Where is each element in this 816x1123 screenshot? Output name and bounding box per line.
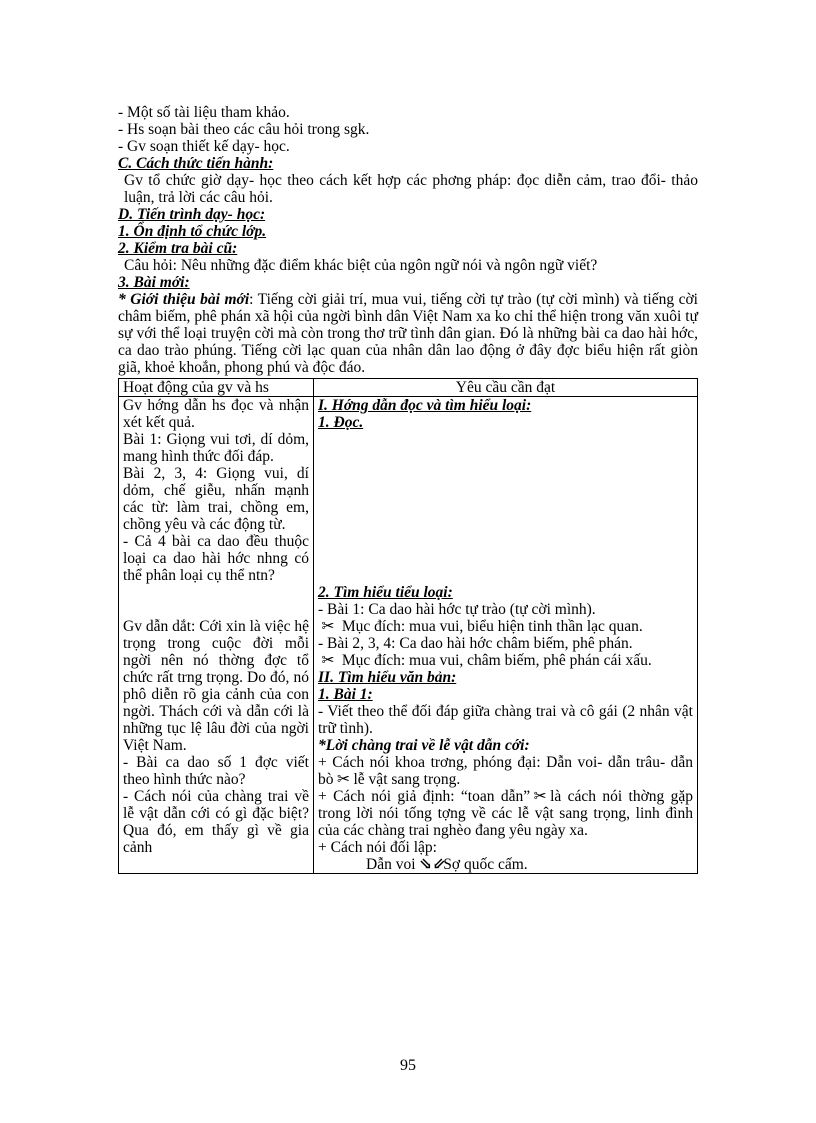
right-r10-line	[318, 856, 693, 873]
review-question: Câu hỏi: Nêu những đặc điểm khác biệt của ngôn ngữ nói và ngôn ngữ viết?	[124, 257, 598, 274]
section-d-title: D. Tiến trình dạy- học:	[118, 206, 266, 223]
intro-line-3: - Gv soạn thiết kế dạy- học.	[118, 138, 290, 155]
right-r4-line	[318, 652, 693, 669]
scissors-icon: ✂	[337, 771, 350, 788]
section-d-sub2: 2. Kiểm tra bài cũ:	[118, 240, 238, 257]
right-r10b: Sợ quốc cấm.	[443, 856, 528, 873]
left-p1: Gv hớng dẫn hs đọc và nhận xét kết quả.	[123, 397, 309, 431]
intro-line-1: - Một số tài liệu tham khảo.	[118, 104, 290, 121]
left-p4: - Cả 4 bài ca dao đều thuộc loại ca dao hài hớc nhng có thể phân loại cụ thể ntn?	[123, 533, 309, 584]
right-h1-2: 2. Tìm hiểu tiểu loại:	[318, 584, 453, 601]
scissors-icon: ✂	[533, 788, 547, 805]
right-h1-1: 1. Đọc.	[318, 414, 364, 431]
left-p5: Gv dẫn dắt: Cới xin là việc hệ trọng trong cuộc đời mỗi ngời nên nó thờng đợc tổ chức rất trng trọng. Do đó, nó phô diễn rõ gia cảnh của con ngời. Thách cới và dẫn cới là những tục lệ lâu đời của ngời Việt Nam.	[123, 618, 309, 754]
right-r8-line	[318, 788, 693, 839]
left-p2: Bài 1: Giọng vui tơi, dí dỏm, mang hình thức đối đáp.	[123, 431, 309, 465]
right-r10a: Dẫn voi	[366, 856, 416, 873]
scissors-icon: ✂	[321, 652, 335, 669]
right-r2: Mục đích: mua vui, biểu hiện tinh thần lạc quan.	[341, 618, 643, 635]
section-d-sub3: 3. Bài mới:	[118, 274, 190, 291]
double-arrow-icon: ⇘⇙	[419, 856, 446, 873]
document-page	[118, 104, 698, 874]
right-r5: - Viết theo thể đối đáp giữa chàng trai và cô gái (2 nhân vật trữ tình).	[318, 703, 693, 737]
col-header-activities: Hoạt động của gv và hs	[119, 379, 314, 397]
activities-cell	[119, 397, 314, 874]
right-h2-1: 1. Bài 1:	[318, 686, 373, 703]
intro-label: * Giới thiệu bài mới	[118, 291, 250, 308]
right-r6: *Lời chàng trai về lễ vật dẫn cới:	[318, 737, 530, 754]
right-h1: I. Hớng dẫn đọc và tìm hiểu loại:	[318, 397, 532, 414]
page-number: 95	[400, 1057, 416, 1074]
lesson-table	[118, 378, 698, 874]
right-h2: II. Tìm hiểu văn bản:	[318, 669, 457, 686]
col-header-requirements: Yêu cầu cần đạt	[314, 379, 698, 397]
section-c-title: C. Cách thức tiến hành:	[118, 155, 274, 172]
intro-line-2: - Hs soạn bài theo các câu hỏi trong sgk.	[118, 121, 370, 138]
right-r2-line	[318, 618, 693, 635]
right-r3: - Bài 2, 3, 4: Ca dao hài hớc châm biếm, phê phán.	[318, 635, 633, 652]
left-p3: Bài 2, 3, 4: Giọng vui, dí dỏm, chế giễu, nhấn mạnh các từ: làm trai, chồng em, chồng yêu và các động từ.	[123, 465, 309, 533]
intro-text: : Tiếng cời giải trí, mua vui, tiếng cời tự trào (tự cời mình) và tiếng cời châm biếm, phê phán xã hội của ngời bình dân Việt Nam xa ko chỉ thể hiện trong văn xuôi tự sự với thể loại truyện cời mà còn trong thơ trữ tình dân gian. Đó là những bài ca dao hài hớc, ca dao trào phúng. Tiếng cời lạc quan của nhân dân lao động ở đây đợc biểu hiện rất giòn giã, khoẻ khoắn, phong phú và độc đáo.	[118, 291, 698, 376]
right-r7a: + Cách nói khoa trơng, phóng đại: Dẫn voi- dẫn trâu- dẫn bò	[318, 754, 693, 788]
right-r1: - Bài 1: Ca dao hài hớc tự trào (tự cời mình).	[318, 601, 596, 618]
right-r7b: lễ vật sang trọng.	[353, 771, 461, 788]
right-r4: Mục đích: mua vui, châm biếm, phê phán cái xấu.	[341, 652, 652, 669]
left-p7: - Cách nói của chàng trai về lễ vật dẫn cới có gì đặc biệt? Qua đó, em thấy gì về gia cảnh	[123, 788, 309, 856]
left-p6: - Bài ca dao số 1 đợc viết theo hình thức nào?	[123, 754, 309, 788]
right-r8b: là cách nói thờng gặp trong lời nói tống tợng về các lễ vật sang trọng, linh đình của các chàng trai nghèo đang yêu ngày xa.	[318, 788, 693, 839]
requirements-cell	[314, 397, 698, 874]
right-r7-line	[318, 754, 693, 788]
scissors-icon: ✂	[321, 618, 335, 635]
right-r9: + Cách nói đối lập:	[318, 839, 437, 856]
new-lesson-intro	[118, 291, 698, 376]
section-c-text: Gv tổ chức giờ dạy- học theo cách kết hợp các phơng pháp: đọc diễn cảm, trao đổi- thảo luận, trả lời các câu hỏi.	[124, 172, 698, 206]
section-d-sub1: 1. Ổn định tổ chức lớp.	[118, 223, 267, 240]
right-r8a: + Cách nói giả định: “toan dẫn”	[318, 788, 531, 805]
